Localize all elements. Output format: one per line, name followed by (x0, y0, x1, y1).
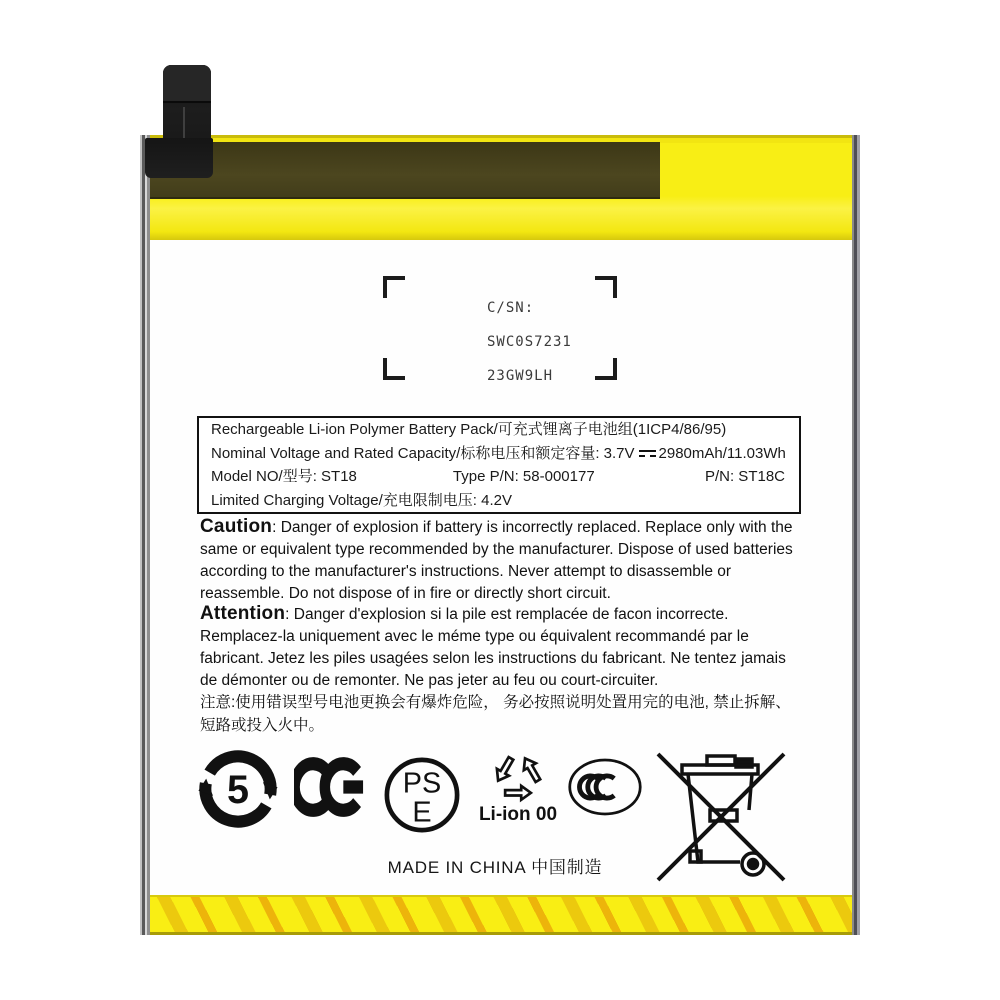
battery-connector-foot (145, 138, 213, 178)
li-ion-recycle-mark (472, 743, 564, 826)
efup-years-text: 5 (227, 767, 249, 812)
spec-table (197, 416, 801, 514)
ccc-mark-icon (567, 757, 643, 817)
battery-right-edge (852, 135, 860, 935)
ce-mark-icon (294, 754, 368, 820)
pse-mark-icon (383, 756, 461, 834)
spec-row-model (199, 465, 799, 489)
crop-mark-top-right (595, 276, 617, 298)
made-in-label: MADE IN CHINA 中国制造 (387, 858, 603, 877)
battery-pack (140, 135, 860, 935)
battery-top-yellow-wrap (150, 135, 852, 240)
serial-line-2: SWC0S7231 (487, 334, 572, 350)
attention-paragraph (200, 603, 802, 692)
battery-connector-cap (163, 65, 211, 103)
caution-text: : Danger of explosion if battery is incorrectly replaced. Replace only with the same or equivalent type recommended by the manufacturer. Dispose of used batteries according to the manufacturer's instructions. Never attempt to disassemble or reassemble. Do not dispose of in fire or directly short circuit. (200, 519, 793, 602)
battery-left-edge (140, 135, 150, 935)
pse-bottom-text: E (412, 796, 432, 829)
battery-label (150, 240, 852, 900)
battery-bottom-yellow-wrap (150, 895, 852, 935)
serial-number-text (487, 300, 572, 385)
recycle-icon (486, 743, 550, 803)
caution-heading: Caution (200, 516, 273, 537)
rated-capacity-text: 2980mAh/11.03Wh (658, 444, 786, 462)
nominal-voltage-text: Nominal Voltage and Rated Capacity/标称电压和额定容量: 3.7V (211, 444, 635, 462)
spec-row-voltage-capacity (199, 442, 799, 466)
crop-mark-bottom-left (383, 358, 405, 380)
crop-mark-bottom-right (595, 358, 617, 380)
model-number: Model NO/型号: ST18 (211, 468, 357, 485)
pse-top-text: PS (402, 767, 442, 800)
type-part-number: Type P/N: 58-000177 (452, 468, 595, 485)
chinese-note-paragraph: 注意:使用错误型号电池更换会有爆炸危险， 务必按照说明处置用完的电池, 禁止拆解、短路或投入火中。 (200, 694, 791, 734)
china-rohs-efup-icon (195, 746, 281, 832)
attention-text: : Danger d'explosion si la pile est remplacée de facon incorrecte. Remplacez-la uniquement avec le méme type ou équivalent recommandé par le fabricant. Jetez les piles usagées selon les instructions du fabricant. Ne tentez jamais de démonter ou de remonter. Ne pas jeter au feu ou court-circuiter. (200, 606, 786, 689)
caution-paragraph (200, 516, 802, 605)
crop-mark-top-left (383, 276, 405, 298)
serial-line-1: C/SN: (487, 300, 535, 316)
spec-row-charging-voltage: Limited Charging Voltage/充电限制电压: 4.2V (211, 491, 512, 509)
serial-line-3: 23GW9LH (487, 368, 554, 384)
serial-number-block (383, 276, 617, 384)
attention-heading: Attention (200, 603, 286, 624)
battery-flex-strip (150, 142, 660, 199)
recycle-chemistry-label: Li-ion 00 (478, 804, 558, 825)
spec-row-pack-type: Rechargeable Li-ion Polymer Battery Pack/可充式锂离子电池组(1ICP4/86/95) (211, 421, 727, 438)
dc-current-icon (639, 449, 656, 458)
part-number: P/N: ST18C (704, 468, 785, 485)
